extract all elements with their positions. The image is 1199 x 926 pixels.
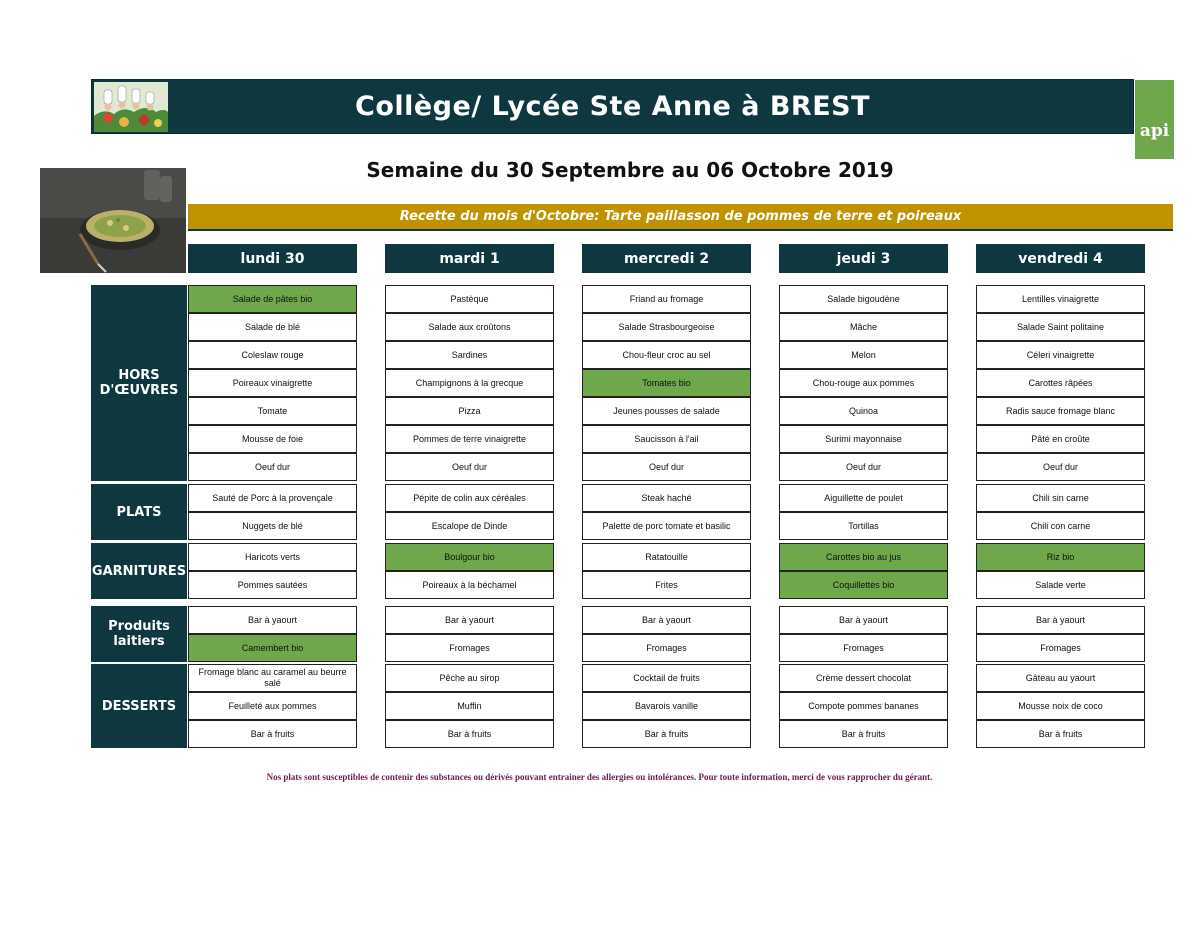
menu-cell: Poireaux à la béchamel [385,571,554,599]
menu-cell: Mousse noix de coco [976,692,1145,720]
menu-cell: Bar à yaourt [779,606,948,634]
menu-cell: Bar à yaourt [976,606,1145,634]
category-label [91,543,187,599]
menu-cell: Coquillettes bio [779,571,948,599]
menu-cell: Nuggets de blé [188,512,357,540]
menu-cell: Tomate [188,397,357,425]
menu-cell: Pommes de terre vinaigrette [385,425,554,453]
menu-cell: Pâté en croûte [976,425,1145,453]
category-label-line: laitiers [113,634,165,649]
category-label-line: HORS [118,368,160,383]
menu-cell: Salade aux croûtons [385,313,554,341]
menu-cell: Melon [779,341,948,369]
menu-cell: Cocktail de fruits [582,664,751,692]
menu-cell: Fromages [385,634,554,662]
menu-cell: Escalope de Dinde [385,512,554,540]
menu-cell: Fromages [779,634,948,662]
category-label-line: DESSERTS [101,698,177,714]
menu-cell: Palette de porc tomate et basilic [582,512,751,540]
menu-cell: Oeuf dur [188,453,357,481]
category-label-line: PLATS [116,504,162,520]
menu-cell: Chou-fleur croc au sel [582,341,751,369]
menu-cell: Salade de blé [188,313,357,341]
menu-cell: Fromage blanc au caramel au beurre salé [188,664,357,692]
title-bar [91,79,1134,134]
day-header: mercredi 2 [582,244,751,273]
menu-cell: Friand au fromage [582,285,751,313]
menu-cell: Salade Strasbourgeoise [582,313,751,341]
category-label-line: GARNITURES [91,563,187,579]
menu-cell: Gâteau au yaourt [976,664,1145,692]
menu-cell: Salade de pâtes bio [188,285,357,313]
menu-cell: Tomates bio [582,369,751,397]
menu-cell: Feuilleté aux pommes [188,692,357,720]
menu-cell: Oeuf dur [582,453,751,481]
menu-cell: Radis sauce fromage blanc [976,397,1145,425]
menu-cell: Chili sin carne [976,484,1145,512]
menu-cell: Pommes sautées [188,571,357,599]
menu-cell: Riz bio [976,543,1145,571]
menu-cell: Pizza [385,397,554,425]
menu-cell: Crème dessert chocolat [779,664,948,692]
menu-cell: Mâche [779,313,948,341]
menu-cell: Compote pommes bananes [779,692,948,720]
menu-cell: Oeuf dur [976,453,1145,481]
category-label-line: D'ŒUVRES [99,383,179,398]
menu-cell: Saucisson à l'ail [582,425,751,453]
menu-cell: Aiguillette de poulet [779,484,948,512]
menu-cell: Lentilles vinaigrette [976,285,1145,313]
menu-cell: Bar à yaourt [188,606,357,634]
menu-cell: Sauté de Porc à la provençale [188,484,357,512]
menu-cell: Bavarois vanille [582,692,751,720]
menu-cell: Jeunes pousses de salade [582,397,751,425]
category-label-line: Produits [108,619,170,634]
menu-cell: Bar à yaourt [582,606,751,634]
page-title: Collège/ Lycée Ste Anne à BREST [355,91,870,122]
day-header: jeudi 3 [779,244,948,273]
api-logo-text: api [1139,121,1170,141]
menu-cell: Poireaux vinaigrette [188,369,357,397]
menu-cell: Fromages [582,634,751,662]
menu-cell: Mousse de foie [188,425,357,453]
category-label [91,664,187,748]
menu-cell: Salade verte [976,571,1145,599]
menu-cell: Céleri vinaigrette [976,341,1145,369]
menu-cell: Sardines [385,341,554,369]
day-header: lundi 30 [188,244,357,273]
menu-cell: Oeuf dur [779,453,948,481]
menu-cell: Coleslaw rouge [188,341,357,369]
recipe-photo-icon [40,168,186,273]
menu-cell: Oeuf dur [385,453,554,481]
menu-cell: Carottes râpées [976,369,1145,397]
category-label [91,285,187,481]
menu-cell: Pastèque [385,285,554,313]
allergy-notice: Nos plats sont susceptibles de contenir des substances ou dérivés pouvant entrainer des allergies ou intolérances. Pour toute information, merci de vous rapprocher du gérant. [266,772,933,782]
menu-cell: Bar à fruits [188,720,357,748]
menu-cell: Quinoa [779,397,948,425]
day-header: vendredi 4 [976,244,1145,273]
menu-cell: Bar à fruits [582,720,751,748]
menu-cell: Carottes bio au jus [779,543,948,571]
menu-cell: Salade Saint politaine [976,313,1145,341]
menu-cell: Bar à fruits [976,720,1145,748]
menu-cell: Camembert bio [188,634,357,662]
recipe-of-month-banner: Recette du mois d'Octobre: Tarte paillasson de pommes de terre et poireaux [188,204,1173,231]
menu-cell: Fromages [976,634,1145,662]
category-label [91,484,187,540]
menu-cell: Tortillas [779,512,948,540]
menu-cell: Muffin [385,692,554,720]
api-logo [1135,80,1174,159]
menu-cell: Pépite de colin aux céréales [385,484,554,512]
menu-cell: Chou-rouge aux pommes [779,369,948,397]
menu-cell: Salade bigoudène [779,285,948,313]
menu-cell: Ratatouille [582,543,751,571]
menu-cell: Frites [582,571,751,599]
menu-cell: Bar à fruits [779,720,948,748]
menu-cell: Boulgour bio [385,543,554,571]
menu-cell: Haricots verts [188,543,357,571]
menu-cell: Pêche au sirop [385,664,554,692]
week-subtitle: Semaine du 30 Septembre au 06 Octobre 2019 [366,158,894,182]
menu-cell: Chili con carne [976,512,1145,540]
day-header: mardi 1 [385,244,554,273]
menu-cell: Steak haché [582,484,751,512]
menu-cell: Bar à yaourt [385,606,554,634]
menu-cell: Champignons à la grecque [385,369,554,397]
menu-cell: Surimi mayonnaise [779,425,948,453]
menu-cell: Bar à fruits [385,720,554,748]
category-label [91,606,187,662]
